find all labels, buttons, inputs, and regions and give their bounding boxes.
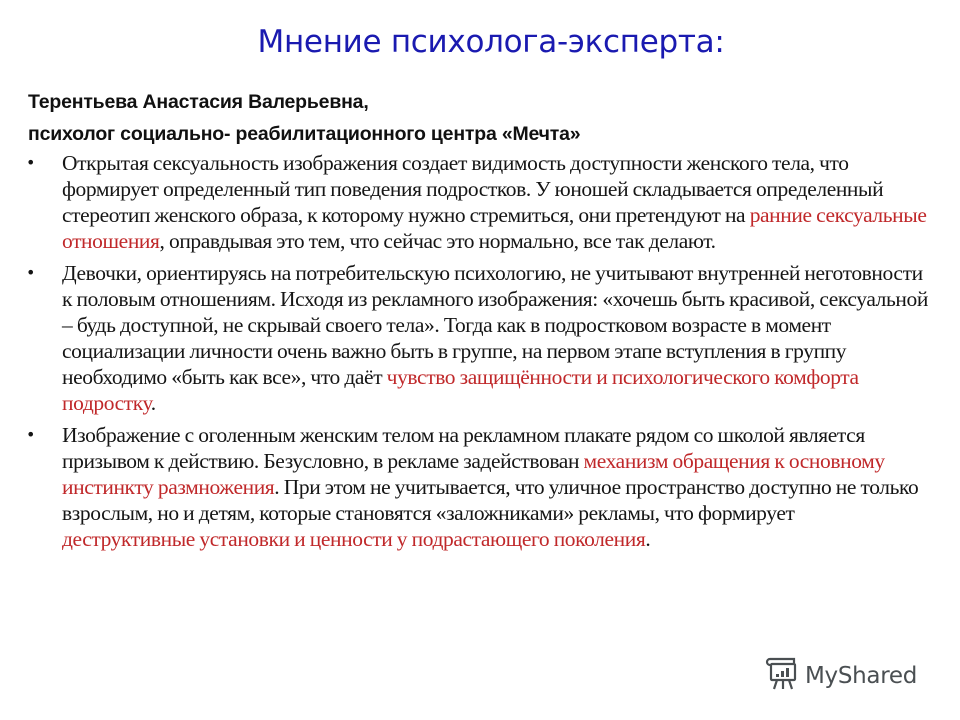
author-block: [28, 86, 580, 150]
bullet-item-1: [24, 150, 929, 254]
watermark-text: MyShared: [805, 662, 918, 689]
highlighted-text: ранние сексуальные отношения: [62, 203, 927, 253]
bullet-text: Изображение с оголенным женским телом на рекламном плакате рядом со школой является призывом к действию. Безусловно, в рекламе задействован: [62, 423, 865, 473]
bullet-item-2: [24, 260, 929, 416]
bullet-item-3: [24, 422, 929, 552]
bullet-dot-icon: •: [26, 263, 36, 282]
presentation-board-icon: [765, 655, 799, 696]
bullet-text: .: [645, 527, 651, 551]
bullet-list: [24, 150, 929, 558]
bullet-text: Девочки, ориентируясь на потребительскую психологию, не учитывают внутренней неготовности к половым отношениям. Исходя из рекламного изображения: «хочешь быть красивой, сексуальной – будь доступной, не скрывай своего тела». Тогда как в подростковом возрасте в момент социализации личности очень важно быть в группе, на первом этапе вступления в группу необходимо «быть как все», что даёт: [62, 261, 928, 389]
bullet-text: Открытая сексуальность изображения создает видимость доступности женского тела, что формирует определенный тип поведения подростков. У юношей складывается определенный стереотип женского образа, к которому нужно стремиться, они претендуют на: [62, 151, 884, 227]
slide-title: Мнение психолога-эксперта:: [257, 24, 725, 60]
highlighted-text: чувство защищённости и психологического комфорта подростку: [62, 365, 859, 415]
author-position: психолог социально- реабилитационного центра «Мечта»: [28, 123, 581, 145]
author-name: Терентьева Анастасия Валерьевна,: [28, 91, 369, 113]
highlighted-text: деструктивные установки и ценности у подрастающего поколения: [62, 527, 646, 551]
bullet-dot-icon: •: [26, 425, 36, 444]
bullet-text: .: [150, 391, 156, 415]
bullet-dot-icon: •: [26, 153, 36, 172]
bullet-text: . При этом не учитывается, что уличное пространство доступно не только взрослым, но и детям, которые становятся «заложниками» рекламы, что формирует: [62, 475, 919, 525]
highlighted-text: механизм обращения к основному инстинкту размножения: [62, 449, 885, 499]
watermark: [765, 655, 917, 696]
bullet-text: , оправдывая это тем, что сейчас это нормально, все так делают.: [159, 229, 716, 253]
